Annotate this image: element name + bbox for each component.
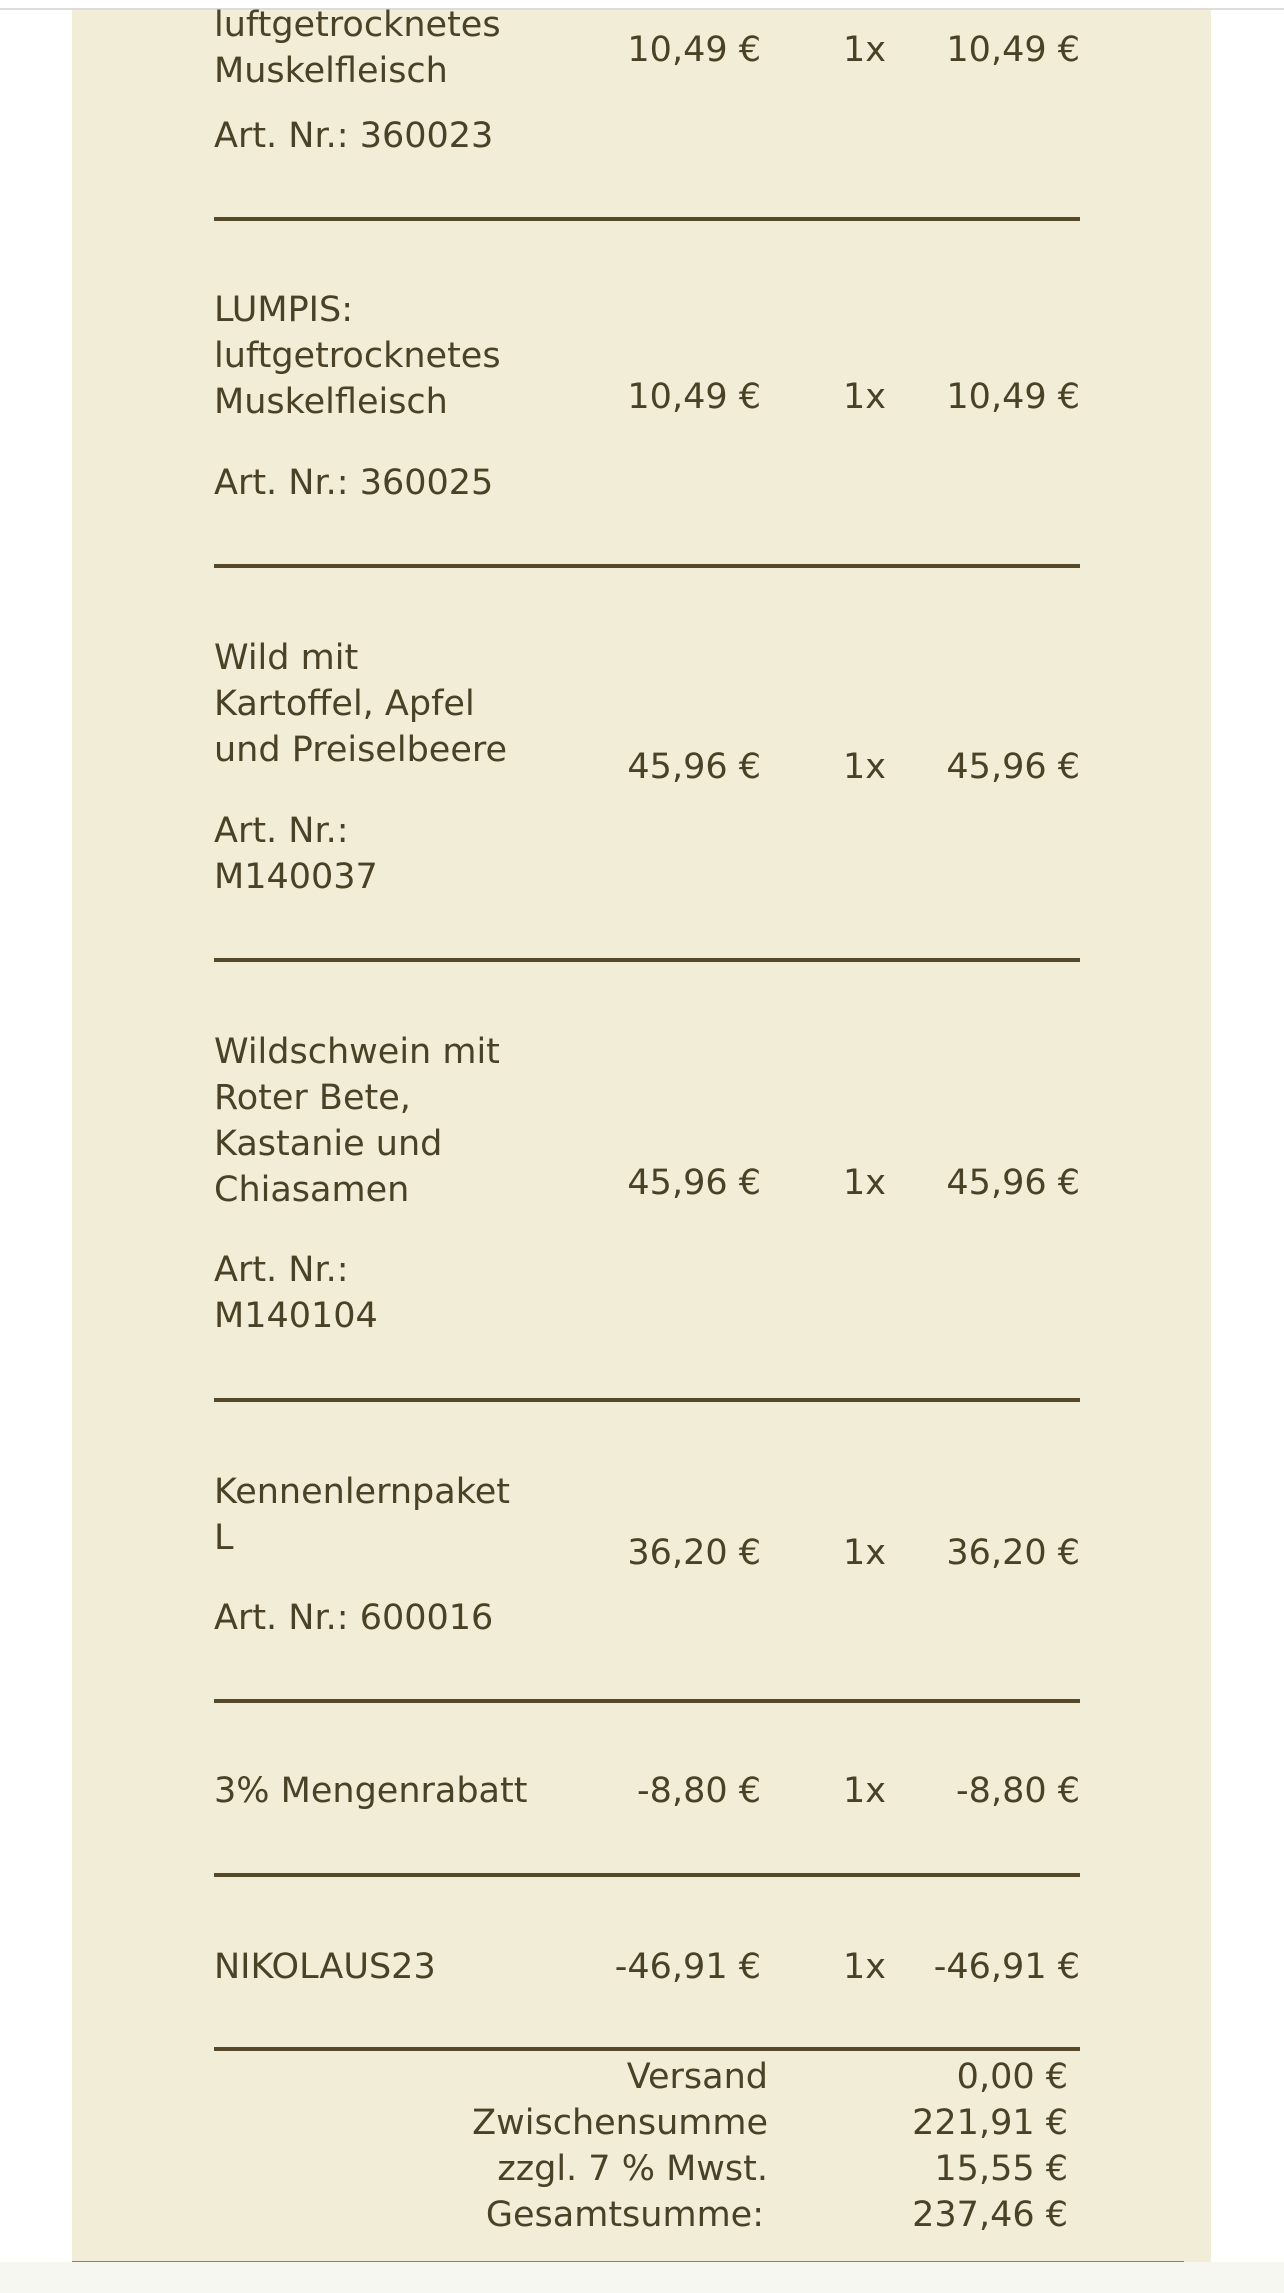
item-article-number: Art. Nr.: 600016 (214, 1598, 494, 1638)
item-quantity: 1x (843, 1533, 886, 1573)
item-name: LUMPIS: luftgetrocknetes Muskelfleisch (214, 290, 501, 422)
item-total: 10,49 € (946, 377, 1080, 417)
item-article-number: Art. Nr.: M140037 (214, 811, 378, 897)
shipping-label: Versand (626, 2057, 768, 2097)
grand-total-value: 237,46 € (912, 2195, 1068, 2235)
vat-value: 15,55 € (934, 2149, 1068, 2189)
item-article-number: Art. Nr.: 360023 (214, 116, 494, 156)
item-article-number: Art. Nr.: M140104 (214, 1250, 378, 1336)
grand-total-label: Gesamtsumme: (485, 2195, 764, 2235)
row-separator (214, 1398, 1080, 1402)
item-name: luftgetrocknetes Muskelfleisch (214, 5, 501, 91)
item-quantity: 1x (843, 377, 886, 417)
row-separator (214, 217, 1080, 221)
item-price: -8,80 € (637, 1771, 761, 1811)
item-quantity: 1x (843, 1163, 886, 1203)
item-price: -46,91 € (614, 1947, 761, 1987)
row-separator (214, 2047, 1080, 2051)
item-article-number: Art. Nr.: 360025 (214, 463, 494, 503)
item-price: 45,96 € (627, 747, 761, 787)
voucher-code: NIKOLAUS23 (214, 1947, 436, 1987)
footer-area (0, 2262, 1284, 2293)
item-price: 36,20 € (627, 1533, 761, 1573)
row-separator (214, 1699, 1080, 1703)
item-price: 45,96 € (627, 1163, 761, 1203)
item-total: 10,49 € (946, 30, 1080, 70)
item-quantity: 1x (843, 30, 886, 70)
item-total: 45,96 € (946, 747, 1080, 787)
item-quantity: 1x (843, 747, 886, 787)
item-price: 10,49 € (627, 30, 761, 70)
discount-name: 3% Mengenrabatt (214, 1771, 528, 1811)
vat-label: zzgl. 7 % Mwst. (497, 2149, 768, 2189)
row-separator (214, 958, 1080, 962)
item-quantity: 1x (843, 1947, 886, 1987)
subtotal-label: Zwischensumme (472, 2103, 768, 2143)
row-separator (214, 1873, 1080, 1877)
shipping-value: 0,00 € (956, 2057, 1068, 2097)
item-total: -46,91 € (933, 1947, 1080, 1987)
item-total: -8,80 € (956, 1771, 1080, 1811)
item-total: 45,96 € (946, 1163, 1080, 1203)
item-price: 10,49 € (627, 377, 761, 417)
subtotal-value: 221,91 € (912, 2103, 1068, 2143)
item-name: Kennenlernpaket L (214, 1472, 510, 1558)
item-name: Wildschwein mit Roter Bete, Kastanie und Chiasamen (214, 1032, 500, 1210)
item-quantity: 1x (843, 1771, 886, 1811)
item-name: Wild mit Kartoffel, Apfel und Preiselbeere (214, 638, 508, 770)
row-separator (214, 564, 1080, 568)
item-total: 36,20 € (946, 1533, 1080, 1573)
